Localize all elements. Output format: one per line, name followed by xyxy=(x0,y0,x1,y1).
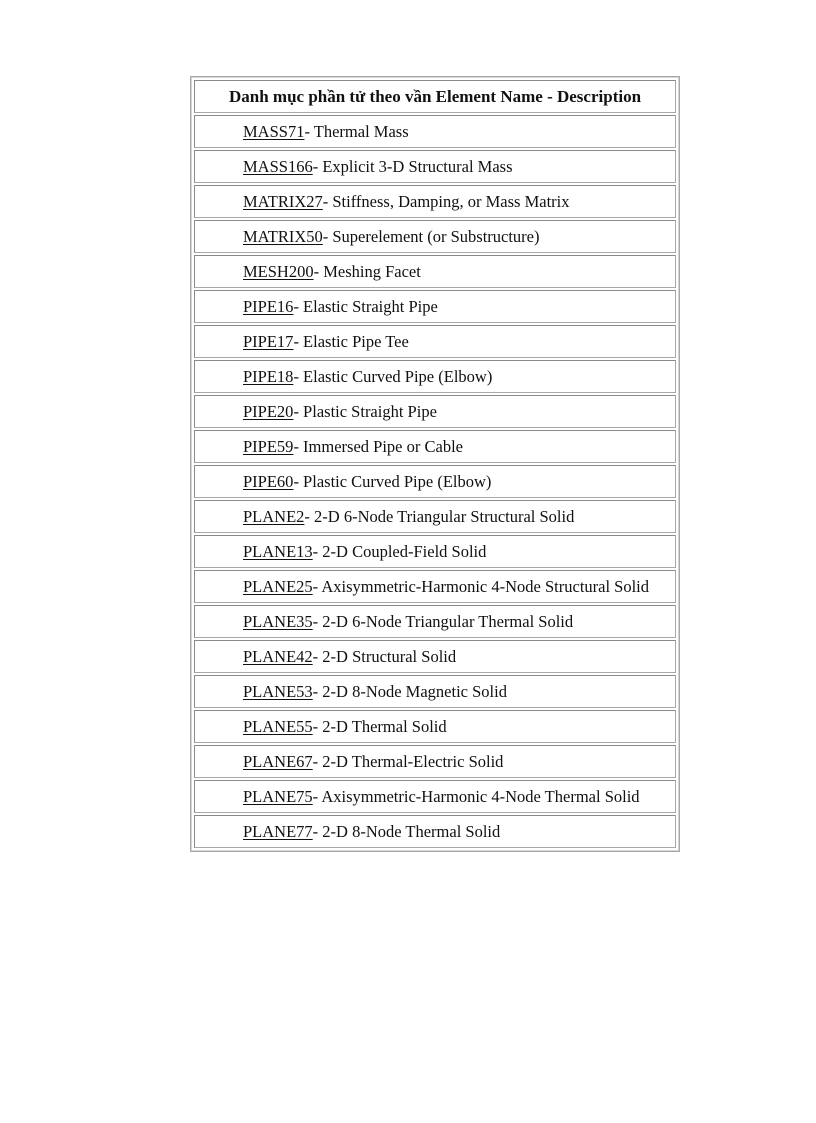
element-link[interactable]: PLANE42 xyxy=(243,646,313,666)
element-description: - Thermal Mass xyxy=(304,121,409,141)
element-link[interactable]: MATRIX27 xyxy=(243,191,323,211)
element-link[interactable]: PIPE20 xyxy=(243,401,294,421)
table-row xyxy=(194,325,676,358)
table-row xyxy=(194,220,676,253)
table-row xyxy=(194,640,676,673)
element-link[interactable]: PLANE13 xyxy=(243,541,313,561)
element-description: - Elastic Curved Pipe (Elbow) xyxy=(293,366,493,386)
element-description: - Meshing Facet xyxy=(313,261,421,281)
element-link[interactable]: PIPE18 xyxy=(243,366,294,386)
table-row xyxy=(194,395,676,428)
table-row xyxy=(194,605,676,638)
element-description: - Stiffness, Damping, or Mass Matrix xyxy=(322,191,570,211)
table-row xyxy=(194,115,676,148)
element-description: - Axisymmetric-Harmonic 4-Node Structural Solid xyxy=(312,576,650,596)
element-link[interactable]: PLANE75 xyxy=(243,786,313,806)
element-link[interactable]: PLANE35 xyxy=(243,611,313,631)
table-row xyxy=(194,745,676,778)
element-link[interactable]: MASS71 xyxy=(243,121,305,141)
element-description: - 2-D Thermal Solid xyxy=(312,716,447,736)
table-header xyxy=(194,80,676,113)
table-row xyxy=(194,500,676,533)
element-description: - Plastic Straight Pipe xyxy=(293,401,437,421)
element-description: - Axisymmetric-Harmonic 4-Node Thermal Solid xyxy=(312,786,640,806)
element-link[interactable]: MATRIX50 xyxy=(243,226,323,246)
table-row xyxy=(194,535,676,568)
element-description: - 2-D 8-Node Magnetic Solid xyxy=(312,681,507,701)
table-row xyxy=(194,290,676,323)
element-link[interactable]: PLANE55 xyxy=(243,716,313,736)
table-row xyxy=(194,710,676,743)
table-row xyxy=(194,465,676,498)
element-link[interactable]: PLANE77 xyxy=(243,821,313,841)
table-row xyxy=(194,255,676,288)
element-description: - Elastic Pipe Tee xyxy=(293,331,409,351)
element-description: - Immersed Pipe or Cable xyxy=(293,436,463,456)
element-link[interactable]: PLANE25 xyxy=(243,576,313,596)
table-row xyxy=(194,185,676,218)
table-row xyxy=(194,360,676,393)
element-link[interactable]: PIPE60 xyxy=(243,471,294,491)
table-row xyxy=(194,780,676,813)
table-row xyxy=(194,675,676,708)
element-description: - 2-D Structural Solid xyxy=(312,646,457,666)
element-link[interactable]: PLANE2 xyxy=(243,506,305,526)
table-row xyxy=(194,815,676,848)
element-link[interactable]: PIPE16 xyxy=(243,296,294,316)
element-description: - 2-D 8-Node Thermal Solid xyxy=(312,821,501,841)
element-description: - 2-D 6-Node Triangular Thermal Solid xyxy=(312,611,574,631)
element-link[interactable]: PIPE17 xyxy=(243,331,294,351)
table-row xyxy=(194,150,676,183)
element-link[interactable]: PLANE67 xyxy=(243,751,313,771)
element-description: - 2-D Thermal-Electric Solid xyxy=(312,751,504,771)
table-header-label: Danh mục phần tử theo vần Element Name - Description xyxy=(228,86,642,106)
element-table xyxy=(190,76,680,852)
element-description: - Explicit 3-D Structural Mass xyxy=(312,156,513,176)
element-link[interactable]: MASS166 xyxy=(243,156,313,176)
element-link[interactable]: PIPE59 xyxy=(243,436,294,456)
element-description: - 2-D 6-Node Triangular Structural Solid xyxy=(304,506,575,526)
element-link[interactable]: PLANE53 xyxy=(243,681,313,701)
element-description: - Superelement (or Substructure) xyxy=(322,226,540,246)
element-link[interactable]: MESH200 xyxy=(243,261,314,281)
element-description: - Plastic Curved Pipe (Elbow) xyxy=(293,471,492,491)
table-row xyxy=(194,430,676,463)
element-description: - 2-D Coupled-Field Solid xyxy=(312,541,487,561)
element-description: - Elastic Straight Pipe xyxy=(293,296,438,316)
table-row xyxy=(194,570,676,603)
